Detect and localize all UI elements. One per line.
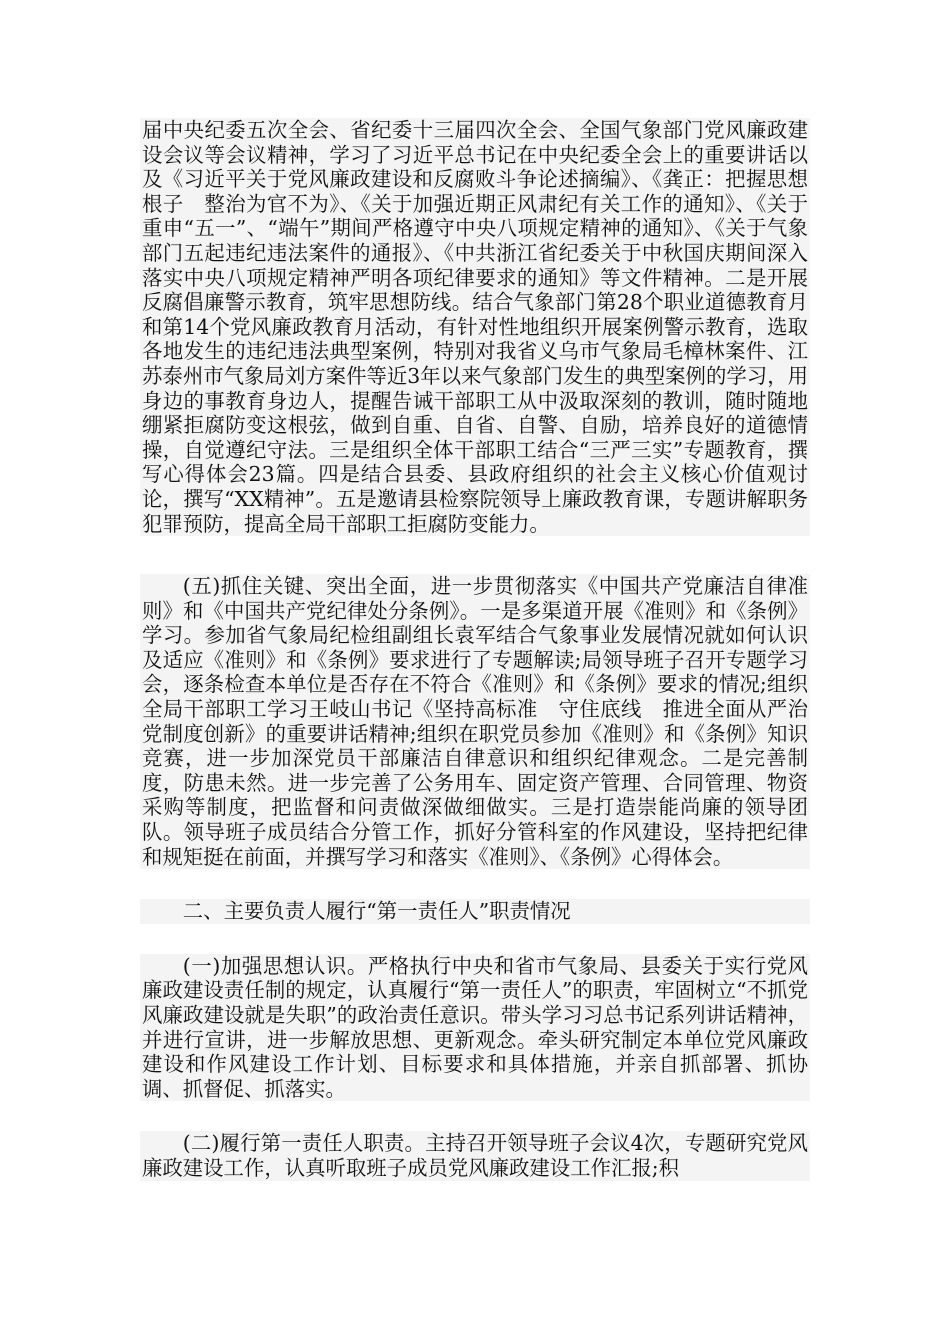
document-page bbox=[140, 118, 810, 1181]
paragraph-subsection-2: (二)履行第一责任人职责。主持召开领导班子会议4次，专题研究党风廉政建设工作，认真听取班子成员党风廉政建设工作汇报;积 bbox=[142, 1131, 808, 1180]
paragraph-spacer bbox=[140, 869, 810, 899]
paragraph-spacer bbox=[140, 924, 810, 954]
paragraph-spacer bbox=[140, 1101, 810, 1131]
paragraph-section-5: (五)抓住关键、突出全面，进一步贯彻落实《中国共产党廉洁自律准则》和《中国共产党纪律处分条例》。一是多渠道开展《准则》和《条例》学习。参加省气象局纪检组副组长袁军结合气象事业发展情况就如何认识及适应《准则》和《条例》要求进行了专题解读;局领导班子召开专题学习会，逐条检查本单位是否存在不符合《准则》和《条例》要求的情况;组织全局干部职工学习王岐山书记《坚持高标准 守住底线 推进全面从严治党制度创新》的重要讲话精神;组织在职党员参加《准则》和《条例》知识竞赛，进一步加深党员干部廉洁自律意识和组织纪律观念。二是完善制度，防患未然。进一步完善了公务用车、固定资产管理、合同管理、物资采购等制度，把监督和问责做深做细做实。三是打造崇能尚廉的领导团队。领导班子成员结合分管工作，抓好分管科室的作风建设，坚持把纪律和规矩挺在前面，并撰写学习和落实《准则》、《条例》心得体会。 bbox=[142, 574, 808, 869]
paragraph-spacer bbox=[140, 536, 810, 574]
paragraph-subsection-1: (一)加强思想认识。严格执行中央和省市气象局、县委关于实行党风廉政建设责任制的规定，认真履行“第一责任人”的职责，牢固树立“不抓党风廉政建设就是失职”的政治责任意识。带头学习习总书记系列讲话精神，并进行宣讲，进一步解放思想、更新观念。牵头研究制定本单位党风廉政建设和作风建设工作计划、目标要求和具体措施，并亲自抓部署、抓协调、抓督促、抓落实。 bbox=[142, 953, 808, 1101]
section-heading-2: 二、主要负责人履行“第一责任人”职责情况 bbox=[140, 899, 810, 924]
paragraph-continued: 届中央纪委五次全会、省纪委十三届四次全会、全国气象部门党风廉政建设会议等会议精神，学习了习近平总书记在中央纪委全会上的重要讲话以及《习近平关于党风廉政建设和反腐败斗争论述摘编》、《龚正：把握思想根子 整治为官不为》、《关于加强近期正风肃纪有关工作的通知》、《关于重申“五一”、“端午”期间严格遵守中央八项规定精神的通知》、《关于气象部门五起违纪违法案件的通报》、《中共浙江省纪委关于中秋国庆期间深入落实中央八项规定精神严明各项纪律要求的通知》等文件精神。二是开展反腐倡廉警示教育，筑牢思想防线。结合气象部门第28个职业道德教育月和第14个党风廉政教育月活动，有针对性地组织开展案例警示教育，选取各地发生的违纪违法典型案例，特别对我省义乌市气象局毛樟林案件、江苏泰州市气象局刘方案件等近3年以来气象部门发生的典型案例的学习，用身边的事教育身边人，提醒告诫干部职工从中汲取深刻的教训，随时随地绷紧拒腐防变这根弦，做到自重、自省、自警、自励，培养良好的道德情操，自觉遵纪守法。三是组织全体干部职工结合“三严三实”专题教育，撰写心得体会23篇。四是结合县委、县政府组织的社会主义核心价值观讨论，撰写“XX精神”。五是邀请县检察院领导上廉政教育课，专题讲解职务犯罪预防，提高全局干部职工拒腐防变能力。 bbox=[142, 118, 808, 536]
